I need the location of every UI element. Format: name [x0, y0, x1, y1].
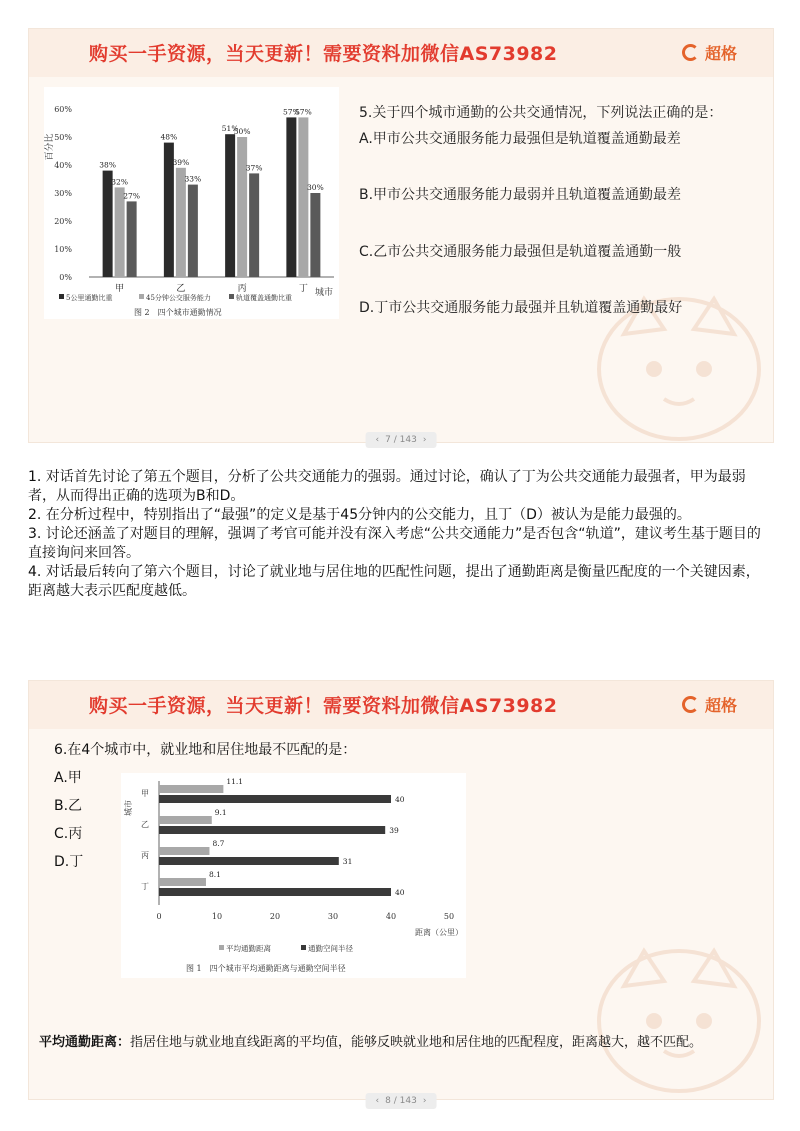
option-d: D.丁市公共交通服务能力最强并且轨道覆盖通勤最好 [359, 300, 683, 316]
hbar-1 [159, 847, 209, 855]
bar-3 [188, 185, 198, 277]
page-indicator[interactable] [366, 432, 437, 448]
bar-2 [115, 187, 125, 277]
legend-label: 轨道覆盖通勤比重 [236, 294, 292, 302]
y-tick-label: 50% [54, 133, 72, 142]
hbar-2 [159, 888, 391, 896]
data-label: 8.1 [208, 870, 221, 879]
option-c: C.乙市公共交通服务能力最强但是轨道覆盖通勤一般 [359, 244, 682, 260]
legend-swatch [229, 294, 234, 299]
bar-2 [176, 168, 186, 277]
x-tick-label: 甲 [115, 284, 125, 294]
y-tick-label: 乙 [141, 820, 149, 829]
commute-distance-chart [121, 773, 466, 978]
brand-name: 超格 [704, 44, 737, 63]
note-text: 指居住地与就业地直线距离的平均值，能够反映就业地和居住地的匹配程度，距离越大，越不匹配。 [130, 1035, 703, 1050]
page-indicator[interactable] [366, 1093, 437, 1109]
mascot-watermark-icon [584, 901, 774, 1101]
summary-item: 1. 对话首先讨论了第五个题目，分析了公共交通能力的强弱。通过讨论，确认了丁为公共交通能力最强者，甲为最弱者，从而得出正确的选项为B和D。 [28, 469, 746, 504]
hbar-1 [159, 878, 206, 886]
promo-banner [29, 29, 773, 77]
y-tick-label: 甲 [141, 789, 149, 798]
x-axis-label: 城市 [314, 288, 334, 298]
prev-page-icon[interactable]: ‹ [375, 1096, 380, 1106]
bar-3 [310, 193, 320, 277]
brand-logo [682, 41, 737, 64]
x-tick-label: 40 [385, 912, 397, 921]
option-c: C.丙 [54, 826, 83, 842]
x-tick-label: 10 [211, 912, 223, 921]
data-label: 30% [307, 183, 324, 192]
bar-1 [286, 117, 296, 277]
y-tick-label: 丁 [141, 882, 149, 891]
y-tick-label: 20% [54, 217, 72, 226]
data-label: 11.1 [226, 777, 244, 786]
option-d: D.丁 [54, 854, 84, 870]
hbar-2 [159, 795, 391, 803]
banner-text: 购买一手资源，当天更新！需要资料加微信AS73982 [89, 695, 558, 717]
summary-item: 2. 在分析过程中，特别指出了“最强”的定义是基于45分钟内的公交能力，且丁（D）被认为是能力最强的。 [28, 507, 691, 523]
legend-swatch [301, 945, 306, 950]
x-axis-label: 距离（公里） [415, 928, 463, 937]
summary-item: 4. 对话最后转向了第六个题目，讨论了就业地与居住地的匹配性问题，提出了通勤距离是衡量匹配度的一个关键因素，距离越大表示匹配度越低。 [28, 564, 760, 599]
x-tick-label: 丁 [298, 284, 308, 294]
prev-page-icon[interactable]: ‹ [375, 435, 380, 445]
question-5-stem: 5.关于四个城市通勤的公共交通情况，下列说法正确的是： [359, 105, 723, 121]
x-tick-label: 乙 [176, 284, 186, 294]
bar-3 [249, 173, 259, 277]
chart-title: 图 1 四个城市平均通勤距离与通勤空间半径 [186, 964, 346, 973]
bar-1 [103, 171, 113, 277]
y-axis-label: 百分比 [45, 133, 55, 161]
brand-icon [682, 44, 699, 61]
legend-label: 平均通勤距离 [226, 944, 271, 953]
option-a: A.甲市公共交通服务能力最强但是轨道覆盖通勤最差 [359, 131, 681, 147]
summary-item: 3. 讨论还涵盖了对题目的理解，强调了考官可能并没有深入考虑“公共交通能力”是否包含“轨道”，建议考生基于题目的直接询问来回答。 [28, 526, 761, 561]
hbar-2 [159, 826, 385, 834]
y-tick-label: 60% [54, 105, 72, 114]
promo-banner [29, 681, 773, 729]
data-label: 50% [233, 127, 251, 136]
data-label: 9.1 [214, 808, 227, 817]
brand-name: 超格 [704, 696, 737, 715]
hbar-2 [159, 857, 339, 865]
next-page-icon[interactable]: › [422, 1096, 427, 1106]
option-a: A.甲 [54, 770, 82, 786]
y-tick-label: 30% [54, 189, 72, 198]
bar-1 [225, 134, 235, 277]
data-label: 39% [172, 157, 190, 167]
data-label: 57% [283, 107, 300, 117]
data-label: 27% [123, 191, 140, 201]
option-b: B.甲市公共交通服务能力最弱并且轨道覆盖通勤最差 [359, 187, 682, 203]
y-tick-label: 丙 [141, 851, 149, 860]
question-6-stem: 6.在4个城市中，就业地和居住地最不匹配的是： [54, 742, 357, 758]
data-label: 40 [395, 888, 405, 897]
hbar-chart [121, 773, 466, 978]
slide-8 [28, 680, 774, 1106]
city-commute-chart [44, 87, 339, 319]
legend-swatch [219, 945, 224, 950]
hbar-1 [159, 785, 223, 793]
data-label: 40 [395, 795, 405, 804]
legend-swatch [139, 294, 144, 299]
next-page-icon[interactable]: › [422, 435, 427, 445]
slide-7 [28, 28, 774, 443]
definition-note [39, 1031, 769, 1050]
hbar-1 [159, 816, 212, 824]
data-label: 38% [99, 160, 116, 170]
bar-2 [298, 117, 308, 277]
option-b: B.乙 [54, 798, 83, 814]
legend-swatch [59, 294, 64, 299]
y-tick-label: 10% [54, 245, 72, 254]
y-tick-label: 40% [54, 161, 72, 170]
data-label: 48% [160, 132, 178, 142]
data-label: 31 [342, 857, 353, 866]
data-label: 51% [221, 124, 239, 134]
bar-2 [237, 137, 247, 277]
banner-text: 购买一手资源，当天更新！需要资料加微信AS73982 [89, 43, 558, 65]
brand-logo [682, 693, 737, 716]
data-label: 8.7 [212, 839, 225, 848]
page-label: 7 / 143 [385, 435, 417, 445]
legend-label: 5公里通勤比重 [66, 294, 113, 302]
x-tick-label: 30 [327, 912, 339, 921]
bar-chart [44, 87, 339, 319]
x-tick-label: 20 [269, 912, 281, 921]
bar-3 [127, 201, 137, 277]
legend-label: 通勤空间半径 [308, 944, 353, 953]
data-label: 32% [111, 177, 128, 187]
y-tick-label: 0% [59, 273, 72, 282]
x-tick-label: 0 [156, 912, 162, 921]
note-term: 平均通勤距离： [39, 1035, 131, 1050]
data-label: 57% [295, 107, 312, 117]
data-label: 33% [184, 174, 202, 184]
data-label: 37% [245, 163, 263, 173]
chart-title: 图 2 四个城市通勤情况 [134, 308, 222, 317]
page-label: 8 / 143 [385, 1096, 417, 1106]
brand-icon [682, 696, 699, 713]
data-label: 39 [389, 826, 399, 835]
legend-label: 45分钟公交服务能力 [146, 294, 211, 302]
x-tick-label: 丙 [237, 284, 247, 294]
mascot-watermark-icon [584, 259, 774, 449]
discussion-summary [28, 468, 773, 601]
x-tick-label: 50 [443, 912, 455, 921]
y-axis-label: 城市 [124, 800, 133, 816]
